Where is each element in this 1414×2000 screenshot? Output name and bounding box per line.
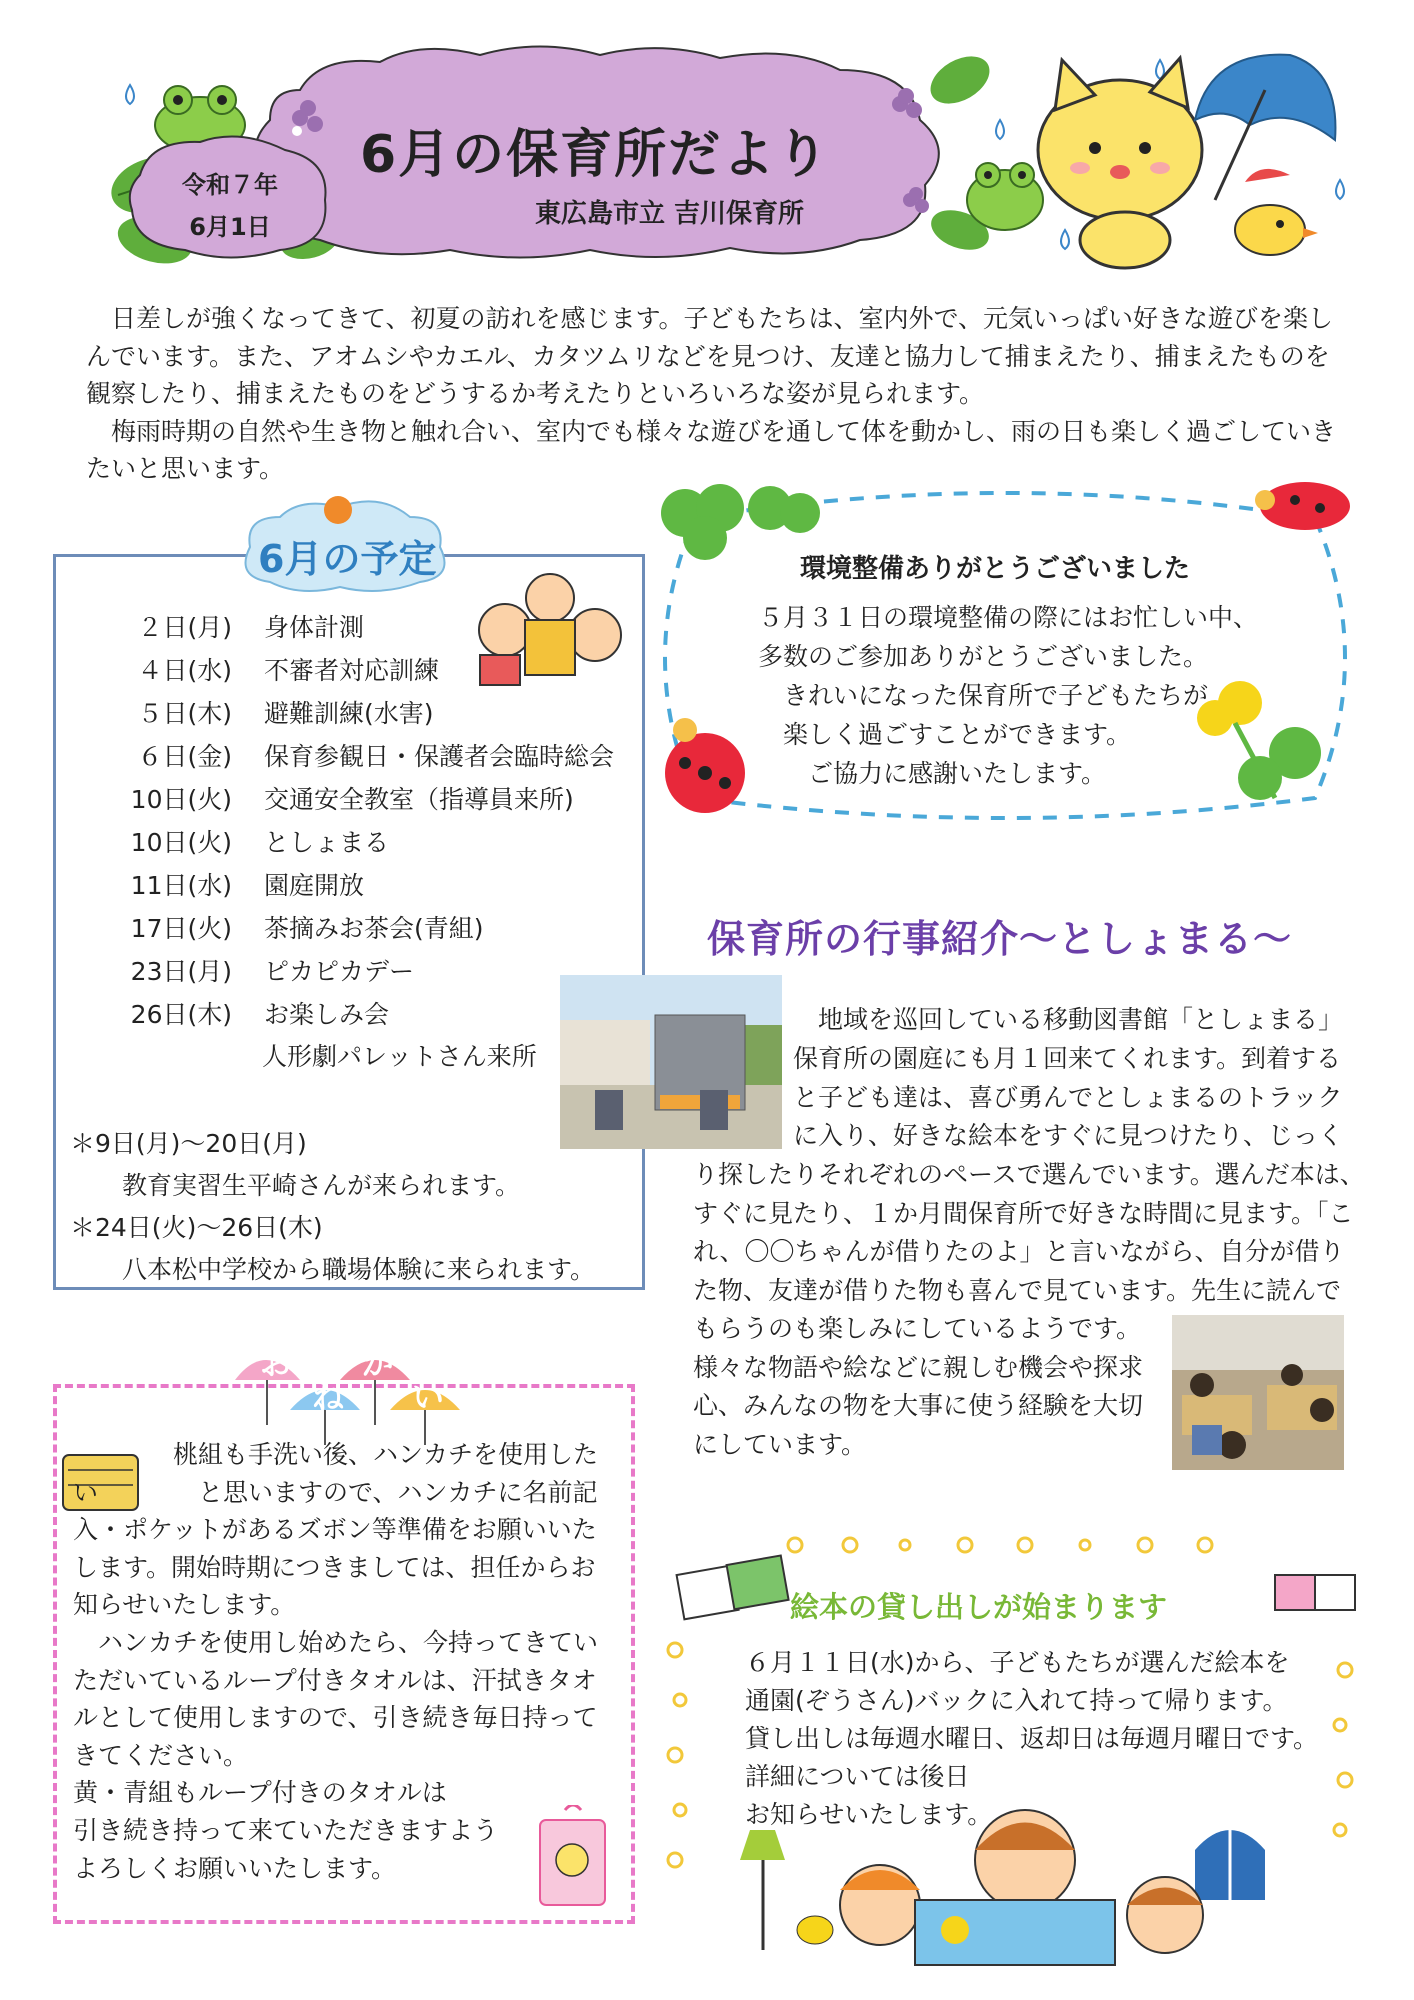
- onegai-char: が: [362, 1344, 395, 1382]
- onegai-paragraph: よろしくお願いいたします。: [73, 1853, 397, 1883]
- toshomaru-title: 保育所の行事紹介～としょまる～: [707, 917, 1293, 961]
- ladybug-icon: [665, 718, 745, 813]
- intro-paragraph: 梅雨時期の自然や生き物と触れ合い、室内でも様々な遊びを通して体を動かし、雨の日も楽しく過ごしていきたいと思います。: [86, 416, 1337, 483]
- schedule-note-text: 八本松中学校から職場体験に来られます。: [122, 1255, 596, 1284]
- onegai-paragraph: 桃組も手洗い後、ハンカチを使用したい と思いますので、ハンカチに名前記入・ポケットがあるズボン等準備をお願いいたします。開始時期につきましては、担任からお知らせいたします。: [73, 1440, 599, 1620]
- towel-icon: [535, 1805, 615, 1910]
- toshomaru-line: すぐに見たり、１か月間保育所で好きな時間に見ます。「こ: [693, 1199, 1354, 1228]
- children-reading-icon: [797, 1810, 1203, 1965]
- onegai-paragraph: 黄・青組もループ付きのタオルは: [73, 1778, 447, 1808]
- ehon-line: ６月１１日(水)から、子どもたちが選んだ絵本を: [745, 1648, 1290, 1677]
- ehon-line: 詳細については後日: [745, 1762, 970, 1791]
- schedule-event: 身体計測: [264, 613, 365, 642]
- schedule-event: 不審者対応訓練: [264, 656, 440, 685]
- picture-book-icon: [1275, 1575, 1355, 1610]
- schedule-date: ５日(木): [137, 699, 232, 728]
- onegai-char: ね: [312, 1378, 345, 1416]
- snail-icon: [324, 496, 352, 524]
- ladybug-icon: [1255, 482, 1350, 530]
- schedule-event: お楽しみ会: [264, 1000, 390, 1029]
- intro-paragraph: 日差しが強くなってきて、初夏の訪れを感じます。子どもたちは、室内外で、元気いっぱい好きな遊びを楽しんでいます。また、アオムシやカエル、カタツムリなどを見つけ、友達と協力して捕まえたり、捕まえたものを観察したり、捕まえたものをどうするか考えたりといろいろな姿が見られます。: [86, 304, 1334, 408]
- schedule-event: 避難訓練(水害): [264, 699, 434, 728]
- picture-book-icon: [677, 1555, 789, 1619]
- schedule-date: ４日(水): [137, 656, 232, 685]
- frog-icon: [967, 163, 1043, 230]
- schedule-date: ６日(金): [137, 742, 232, 771]
- toshomaru-line: もらうのも楽しみにしているようです。: [693, 1314, 1142, 1343]
- onegai-paragraph: ハンカチを使用し始めたら、今持ってきていただいているループ付きタオルは、汗拭きタオルとして使用しますので、引き続き毎日持ってきてください。: [73, 1627, 599, 1770]
- schedule-note-date: ＊9日(月)～20日(月): [70, 1129, 307, 1158]
- onegai-paragraph: 引き続き持って来ていただきますよう: [73, 1815, 499, 1845]
- toshomaru-line: 様々な物語や絵などに親しむ機会や探求: [693, 1353, 1144, 1382]
- toshomaru-line: れ、〇〇ちゃんが借りたのよ」と言いながら、自分が借り: [693, 1237, 1345, 1266]
- clover-icon: [661, 484, 820, 560]
- ehon-line: 通園(ぞうさん)バックに入れて持って帰ります。: [745, 1686, 1288, 1715]
- toshomaru-line: り探したりそれぞれのペースで選んでいます。選んだ本は、: [693, 1160, 1365, 1189]
- ehon-line: お知らせいたします。: [745, 1800, 993, 1829]
- thanks-line: 楽しく過ごすことができます。: [783, 720, 1132, 749]
- leaf-icon: [922, 47, 997, 114]
- date-era: 令和７年: [182, 171, 278, 199]
- schedule-date: ２日(月): [137, 613, 232, 642]
- schedule-date: 11日(水): [130, 871, 232, 900]
- toshomaru-line: た物、友達が借りた物も喜んで見ています。先生に読んで: [693, 1276, 1342, 1305]
- schedule-event: 保育参観日・保護者会臨時総会: [264, 742, 615, 771]
- flower-icon: [1197, 681, 1321, 800]
- thanks-title: 環境整備ありがとうございました: [800, 554, 1191, 584]
- schedule-event: 交通安全教室（指導員来所): [264, 785, 574, 814]
- lamp-icon: [740, 1830, 785, 1950]
- classroom-photo: [1172, 1315, 1344, 1470]
- toshomaru-line: と子ども達は、喜び勇んでとしょまるのトラック: [793, 1083, 1343, 1112]
- schedule-date: 10日(火): [130, 785, 232, 814]
- thanks-line: 多数のご参加ありがとうございました。: [758, 642, 1209, 671]
- date-day: 6月1日: [189, 213, 271, 241]
- schedule-event: ピカピカデー: [264, 957, 415, 986]
- schedule-date: 10日(火): [130, 828, 232, 857]
- toshomaru-truck-photo: [560, 975, 782, 1149]
- toshomaru-line: 地域を巡回している移動図書館「としょまる」: [818, 1005, 1344, 1034]
- schedule-extra-event: 人形劇パレットさん来所: [262, 1042, 537, 1071]
- toshomaru-line: にしています。: [693, 1430, 867, 1459]
- schedule-date: 23日(月): [130, 957, 232, 986]
- page-title: 6月の保育所だより: [360, 125, 831, 185]
- schedule-date: 17日(火): [130, 914, 232, 943]
- chick-icon: [1235, 169, 1318, 255]
- toshomaru-line: 心、みんなの物を大事に使う経験を大切: [693, 1391, 1144, 1420]
- children-illustration: [455, 560, 630, 690]
- schedule-heading: 6月の予定: [258, 537, 437, 581]
- ehon-line: 貸し出しは毎週水曜日、返却日は毎週月曜日です。: [745, 1724, 1319, 1753]
- schedule-note-date: ＊24日(火)～26日(木): [70, 1213, 323, 1242]
- schedule-date: 26日(木): [130, 1000, 232, 1029]
- thanks-line: きれいになった保育所で子どもたちが: [783, 681, 1209, 710]
- schedule-event: 園庭開放: [264, 871, 365, 900]
- onegai-char: い: [412, 1378, 445, 1416]
- thanks-line: ５月３１日の環境整備の際にはお忙しい中、: [758, 603, 1259, 632]
- schedule-event: 茶摘みお茶会(青組): [264, 914, 484, 943]
- window-icon: [1195, 1830, 1265, 1900]
- schedule-note-text: 教育実習生平崎さんが来られます。: [122, 1171, 521, 1200]
- toshomaru-line: に入り、好きな絵本をすぐに見つけたり、じっく: [793, 1121, 1344, 1150]
- ehon-title: 絵本の貸し出しが始まります: [790, 1590, 1168, 1624]
- thanks-line: ご協力に感謝いたします。: [808, 759, 1107, 788]
- schedule-event: としょまる: [264, 828, 390, 857]
- onegai-char: お: [260, 1344, 293, 1382]
- organization-name: 東広島市立 吉川保育所: [535, 199, 805, 229]
- intro-text: [86, 300, 1336, 488]
- toshomaru-line: 保育所の園庭にも月１回来てくれます。到着する: [793, 1044, 1342, 1073]
